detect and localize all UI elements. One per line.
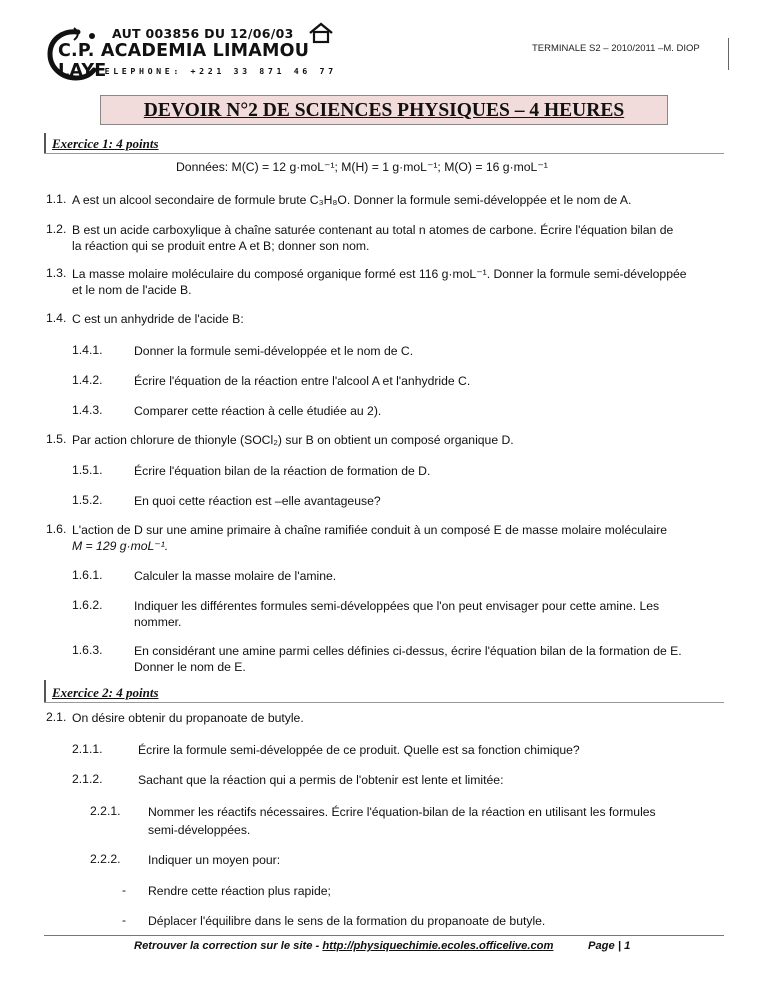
footer-prefix: Retrouver la correction sur le site -	[134, 940, 323, 952]
question-number: 1.1.	[46, 192, 67, 206]
exercise-2-heading: Exercice 2: 4 points	[52, 685, 159, 700]
question-text: C est un anhydride de l'acide B:	[72, 312, 244, 326]
page-number: Page | 1	[588, 940, 631, 952]
logo-telephone: TELEPHONE: +221 33 871 46 77	[96, 66, 337, 76]
question-text: Donner le nom de E.	[134, 660, 246, 674]
list-item: Rendre cette réaction plus rapide;	[148, 884, 331, 898]
footer-link[interactable]: http://physiquechimie.ecoles.officelive.com	[322, 940, 554, 952]
question-text: Calculer la masse molaire de l'amine.	[134, 569, 337, 583]
question-number: 2.1.2.	[72, 772, 103, 786]
question-text: Écrire l'équation de la réaction entre l'alcool A et l'anhydride C.	[134, 374, 471, 388]
question-text: M = 129 g·moL⁻¹.	[72, 539, 169, 553]
data-constants: Données: M(C) = 12 g·moL⁻¹; M(H) = 1 g·moL⁻¹; M(O) = 16 g·moL⁻¹	[176, 160, 548, 174]
question-text: A est un alcool secondaire de formule brute C₃H₈O. Donner la formule semi-développée et le nom de A.	[72, 193, 632, 207]
list-item: Déplacer l'équilibre dans le sens de la formation du propanoate de butyle.	[148, 914, 546, 928]
exercise-2-marker	[44, 680, 46, 702]
header-divider	[728, 38, 729, 70]
exercise-1-marker	[44, 133, 46, 153]
logo-authorization: AUT 003856 DU 12/06/03	[112, 26, 294, 41]
question-text: La masse molaire moléculaire du composé organique formé est 116 g·moL⁻¹. Donner la formule semi-développée	[72, 267, 687, 281]
exercise-1-heading: Exercice 1: 4 points	[52, 136, 159, 151]
question-number: 1.6.	[46, 522, 67, 536]
question-number: 1.6.2.	[72, 598, 103, 612]
logo	[44, 22, 344, 82]
footer-text	[134, 940, 553, 952]
question-number: 1.4.3.	[72, 403, 103, 417]
question-text: Comparer cette réaction à celle étudiée au 2).	[134, 404, 382, 418]
question-text: L'action de D sur une amine primaire à chaîne ramifiée conduit à un composé E de masse molaire moléculaire	[72, 523, 668, 537]
question-text: semi-développées.	[148, 823, 251, 837]
question-text: Nommer les réactifs nécessaires. Écrire l'équation-bilan de la réaction en utilisant les formules	[148, 805, 656, 819]
question-number: 1.4.1.	[72, 343, 103, 357]
question-text: On désire obtenir du propanoate de butyle.	[72, 711, 304, 725]
question-number: 1.5.1.	[72, 463, 103, 477]
question-text: Indiquer les différentes formules semi-développées que l'on peut envisager pour cette amine. Les	[134, 599, 660, 613]
question-number: 1.3.	[46, 266, 67, 280]
question-text: Indiquer un moyen pour:	[148, 853, 281, 867]
question-text: En considérant une amine parmi celles définies ci-dessus, écrire l'équation bilan de la formation de E.	[134, 644, 682, 658]
logo-school-name: C.P. ACADEMIA LIMAMOU LAYE	[58, 41, 310, 81]
question-text: nommer.	[134, 615, 182, 629]
question-text: En quoi cette réaction est –elle avantageuse?	[134, 494, 381, 508]
question-text: Écrire la formule semi-développée de ce produit. Quelle est sa fonction chimique?	[138, 743, 580, 757]
question-text: et le nom de l'acide B.	[72, 283, 192, 297]
question-text: Donner la formule semi-développée et le nom de C.	[134, 344, 414, 358]
question-number: 1.5.	[46, 432, 67, 446]
exercise-1-rule	[44, 153, 724, 154]
list-bullet: -	[122, 883, 127, 897]
question-number: 1.5.2.	[72, 493, 103, 507]
question-text: la réaction qui se produit entre A et B; donner son nom.	[72, 239, 370, 253]
question-number: 1.6.3.	[72, 643, 103, 657]
question-number: 2.1.1.	[72, 742, 103, 756]
question-number: 1.4.2.	[72, 373, 103, 387]
question-text: Écrire l'équation bilan de la réaction de formation de D.	[134, 464, 431, 478]
question-number: 1.4.	[46, 311, 67, 325]
question-number: 2.1.	[46, 710, 67, 724]
question-number: 2.2.2.	[90, 852, 121, 866]
question-text: Par action chlorure de thionyle (SOCl₂) sur B on obtient un composé organique D.	[72, 433, 514, 447]
question-text: Sachant que la réaction qui a permis de l'obtenir est lente et limitée:	[138, 773, 504, 787]
page-title: DEVOIR N°2 DE SCIENCES PHYSIQUES – 4 HEURES	[100, 95, 668, 125]
footer-rule	[44, 935, 724, 936]
question-text: B est un acide carboxylique à chaîne saturée contenant au total n atomes de carbone. Écrire l'équation bilan de	[72, 223, 674, 237]
question-number: 1.2.	[46, 222, 67, 236]
question-number: 2.2.1.	[90, 804, 121, 818]
question-number: 1.6.1.	[72, 568, 103, 582]
list-bullet: -	[122, 913, 127, 927]
header-class-info: TERMINALE S2 – 2010/2011 –M. DIOP	[532, 43, 700, 54]
exercise-2-rule	[44, 702, 724, 703]
